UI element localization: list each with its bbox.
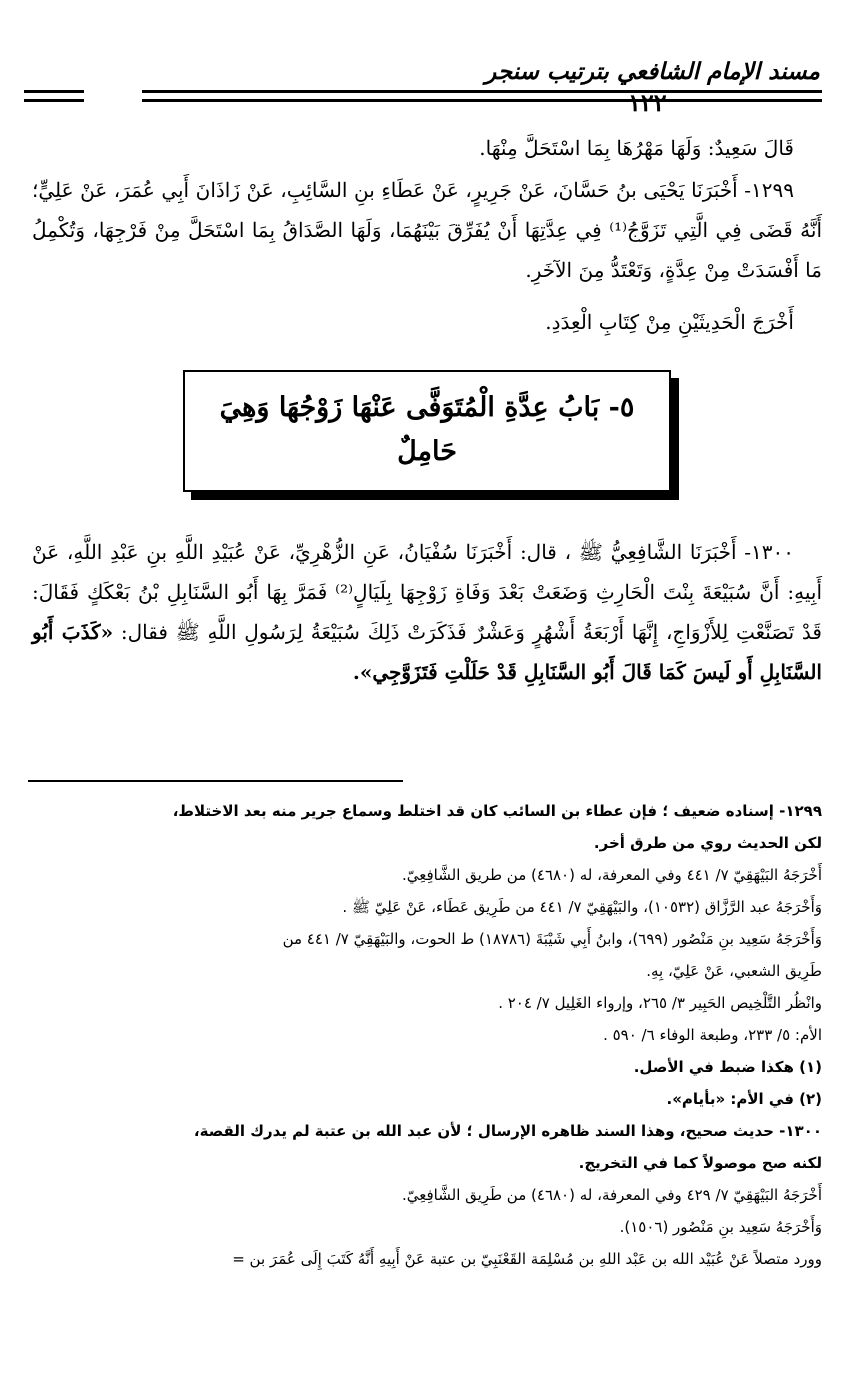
hadith-1300 xyxy=(32,532,822,692)
chapter-heading-line-1: ٥- بَابُ عِدَّةِ الْمُتَوَفَّى عَنْهَا زَوْجُهَا وَهِيَ xyxy=(219,392,635,423)
footnote-1299-line: ١٢٩٩- إسناده ضعيف ؛ فإن عطاء بن السائب كان قد اختلط وسماع جرير منه بعد الاختلاط، xyxy=(172,802,822,820)
footnote-1300-line: وورد متصلاً عَنْ عُبَيْد الله بن عَبْد اللهِ بن مُسْلِمَة القَعْنَبِيّ بن عتبة عَنْ أَبِيهِ أَنَّهُ كَتَبَ إِلَى عُمَرَ بن = xyxy=(232,1250,822,1268)
header-rule-bottom-left xyxy=(24,99,84,102)
footnote-1299-line: وانْظُر التَّلْخِيص الحَبِير ٣/ ٢٦٥، وإرواء الغَلِيل ٧/ ٢٠٤ . xyxy=(498,994,822,1012)
page-number: ١٢٢ xyxy=(628,88,667,117)
footnote-1299-line: الأم: ٥/ ٢٣٣، وطبعة الوفاء ٦/ ٥٩٠ . xyxy=(603,1026,822,1044)
footnote-1300-line: ١٣٠٠- حديث صحيح، وهذا السند ظاهره الإرسال ؛ لأن عبد الله بن عتبة لم يدرك القصة، xyxy=(193,1122,822,1140)
paragraph-source-note: أَخْرَجَ الْحَدِيثَيْنِ مِنْ كِتَابِ الْعِدَدِ. xyxy=(545,310,794,334)
paragraph-said-saeed: قَالَ سَعِيدٌ: وَلَهَا مَهْرُهَا بِمَا اسْتَحَلَّ مِنْهَا. xyxy=(479,136,794,160)
header-rule-top-left xyxy=(24,90,84,93)
hadith-1300-text: ١٣٠٠- أَخْبَرَنَا الشَّافِعِيُّ ﷺ ، قال: أَخْبَرَنَا سُفْيَانُ، عَنِ الزُّهْرِيِّ، عَنْ عُبَيْدِ اللَّهِ بنِ عَبْدِ اللَّهِ، عَنْ أَبِيهِ: أَنَّ سُبَيْعَةَ بِنْتَ الْحَارِثِ وَضَعَتْ بَعْدَ وَفَاةِ زَوْجِهَا بِلَيَالٍ⁽²⁾ فَمَرَّ بِهَا أَبُو السَّنَابِلِ بْنُ بَعْكَكٍ فَقَالَ: قَدْ تَصَنَّعْتِ لِلأَزْوَاجِ، إِنَّهَا أَرْبَعَةُ أَشْهُرٍ وَعَشْرٌ فَذَكَرَتْ ذَلِكَ سُبَيْعَةُ لِرَسُولِ اللَّهِ ﷺ فقال: xyxy=(32,540,823,644)
footnote-1300-line: لكنه صح موصولاً كما في التخريج. xyxy=(578,1154,822,1172)
header-rule-top xyxy=(142,90,822,93)
running-header-title: مسند الإمام الشافعي بترتيب سنجر xyxy=(485,58,820,85)
chapter-heading xyxy=(185,386,669,474)
footnote-1299-line: طَرِيق الشعبي، عَنْ عَلِيّ، بِهِ. xyxy=(646,962,822,980)
footnotes-section xyxy=(28,795,822,1275)
footnote-1300-line: وَأَخْرَجَهُ سَعِيد بنِ مَنْصُور (١٥٠٦). xyxy=(619,1218,822,1236)
footnote-1299-line: وَأَخْرَجَهُ عبد الرَّزَّاق (١٠٥٣٢)، والبَيْهَقِيّ ٧/ ٤٤١ من طَرِيق عَطَاء، عَنْ عَلِيّ ﷺ . xyxy=(342,898,822,916)
footnote-1300-line: أَخْرَجَهُ البَيْهَقِيّ ٧/ ٤٢٩ وفي المعرفة، له (٤٦٨٠) من طَرِيق الشَّافِعِيّ. xyxy=(402,1186,822,1204)
footnote-marker-2: (٢) في الأم: «بأيام». xyxy=(666,1090,822,1108)
footnote-1299-line: لكن الحديث روي من طرق أخر. xyxy=(593,834,822,852)
chapter-heading-line-2: حَامِلٌ xyxy=(397,436,457,467)
footnote-1299-line: أَخْرَجَهُ البَيْهَقِيّ ٧/ ٤٤١ وفي المعرفة، له (٤٦٨٠) من طريق الشَّافِعِيّ. xyxy=(402,866,822,884)
header-rule-bottom xyxy=(142,99,822,102)
footnote-marker-1: (١) هكذا ضبط في الأصل. xyxy=(633,1058,822,1076)
hadith-1300-prophetic-quote: «كَذَبَ أَبُو السَّنَابِلِ أَو لَيسَ كَمَا قَالَ أَبُو السَّنَابِلِ قَدْ حَلَلْتِ فَتَزَوَّجِي». xyxy=(32,620,822,684)
footnote-1299-line: وَأَخْرَجَهُ سَعِيد بنِ مَنْصُور (٦٩٩)، وابنُ أَبِي شَيْبَةَ (١٨٧٨٦) ط الحوت، والبَيْهَقِيّ ٧/ ٤٤١ من xyxy=(282,930,822,948)
footnote-separator xyxy=(28,780,403,782)
chapter-heading-box xyxy=(183,370,671,492)
hadith-1299: ١٢٩٩- أَخْبَرَنَا يَحْيَى بنُ حَسَّانَ، عَنْ جَرِيرٍ، عَنْ عَطَاءِ بنِ السَّائِبِ، عَنْ زَاذَانَ أَبِي عُمَرَ، عَنْ عَلِيٍّ؛ أَنَّهُ قَضَى فِي الَّتِي تَزَوَّجُ⁽¹⁾ فِي عِدَّتِهَا أَنْ يُفَرِّقَ بَيْنَهُمَا، وَلَهَا الصَّدَاقُ بِمَا اسْتَحَلَّ مِنْ فَرْجِهَا، وَتُكْمِلُ مَا أَفْسَدَتْ مِنْ عِدَّةٍ، وَتَعْتَدُّ مِنَ الآخَرِ. xyxy=(32,178,822,282)
